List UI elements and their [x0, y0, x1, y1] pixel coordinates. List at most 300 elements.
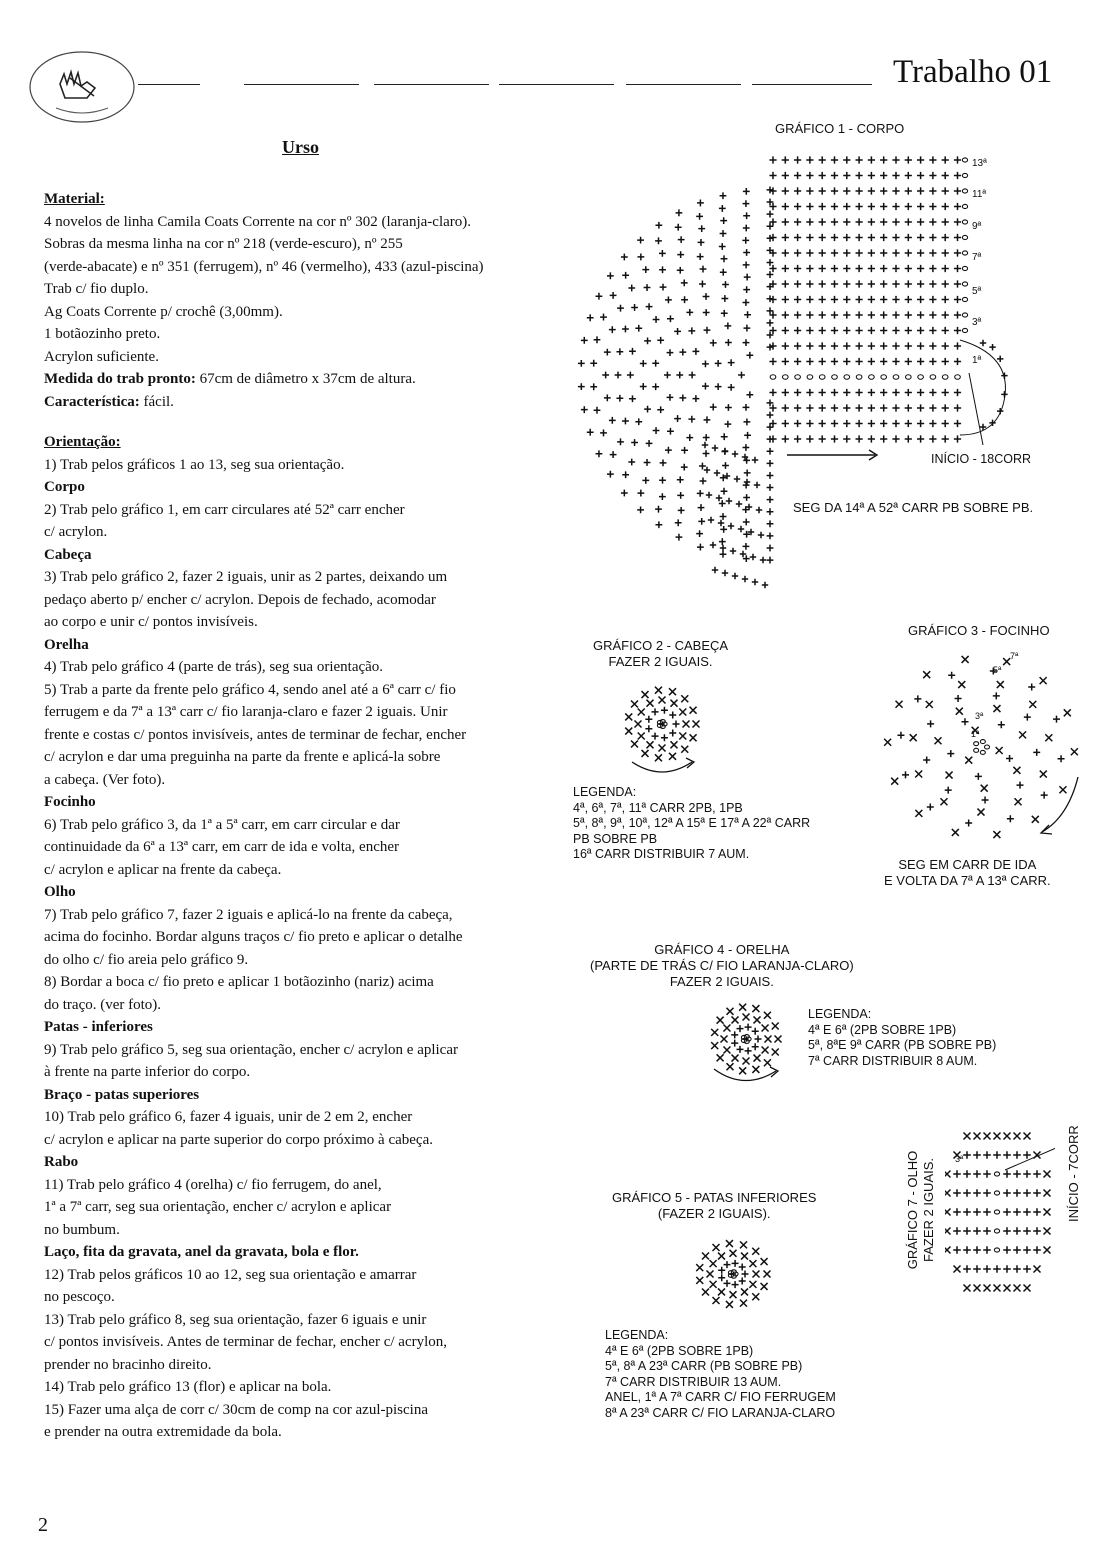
- stitch-mark: [610, 451, 617, 458]
- stitch-mark: [983, 1246, 991, 1254]
- stitch-mark: [710, 340, 717, 347]
- material-line: (verde-abacate) e nº 351 (ferrugem), nº 46 (vermelho), 433 (azul-piscina): [44, 258, 484, 275]
- stitch-mark: [740, 1241, 747, 1248]
- stitch-mark: [1013, 1170, 1021, 1178]
- stitch-mark: [975, 773, 982, 780]
- stitch-mark: [942, 265, 949, 272]
- stitch-mark: [590, 360, 597, 367]
- stitch-mark: [713, 1244, 720, 1251]
- stitch-mark: [743, 543, 750, 550]
- stitch-mark: [942, 404, 949, 411]
- stitch-mark: [954, 172, 961, 179]
- stitch-mark: [843, 218, 850, 225]
- stitch-mark: [607, 272, 614, 279]
- stitch-mark: [942, 156, 949, 163]
- stitch-mark: [669, 712, 676, 719]
- stitch-mark: [819, 156, 826, 163]
- stitch-mark: [707, 1271, 714, 1278]
- stitch-mark: [679, 709, 686, 716]
- stitch-mark: [746, 391, 753, 398]
- start-curl: [960, 340, 1005, 435]
- stitch-mark: [868, 203, 875, 210]
- chain-mark: [962, 220, 967, 224]
- legend-line: LEGENDA:: [808, 1007, 872, 1021]
- stitch-mark: [715, 360, 722, 367]
- stitch-mark: [764, 1059, 771, 1066]
- stitch-mark: [750, 554, 756, 560]
- stitch-mark: [627, 372, 634, 379]
- stitch-mark: [587, 314, 594, 321]
- stitch-mark: [637, 237, 644, 244]
- stitch-mark: [720, 269, 727, 276]
- stitch-mark: [743, 1014, 750, 1021]
- stitch-mark: [674, 328, 681, 335]
- instruction-line: ao corpo e unir c/ pontos invisíveis.: [44, 614, 258, 630]
- stitch-mark: [745, 1024, 752, 1031]
- stitch-mark: [794, 327, 801, 334]
- chain-mark: [980, 740, 985, 744]
- stitch-mark: [942, 311, 949, 318]
- stitch-mark: [806, 172, 813, 179]
- stitch-mark: [677, 492, 684, 499]
- stitch-mark: [1033, 749, 1040, 756]
- stitch-mark: [660, 284, 667, 291]
- stitch-mark: [752, 1043, 759, 1050]
- stitch-mark: [843, 280, 850, 287]
- stitch-mark: [819, 265, 826, 272]
- stitch-mark: [819, 435, 826, 442]
- stitch-mark: [782, 420, 789, 427]
- chain-mark: [962, 173, 967, 177]
- stitch-mark: [942, 296, 949, 303]
- chain-mark: [819, 375, 825, 379]
- stitch-mark: [880, 156, 887, 163]
- header-rule: [752, 84, 872, 85]
- stitch-mark: [744, 325, 751, 332]
- stitch-mark: [752, 1248, 759, 1255]
- stitch-mark: [905, 265, 912, 272]
- material-line: 4 novelos de linha Camila Coats Corrente na cor nº 302 (laranja-claro).: [44, 213, 472, 230]
- chain-mark: [994, 1172, 999, 1176]
- stitch-mark: [1033, 1246, 1041, 1254]
- stitch-mark: [696, 530, 703, 537]
- stitch-mark: [1023, 1151, 1031, 1159]
- stitch-mark: [856, 389, 863, 396]
- stitch-mark: [652, 383, 659, 390]
- stitch-mark: [896, 701, 903, 708]
- stitch-mark: [782, 435, 789, 442]
- stitch-mark: [963, 1208, 971, 1216]
- stitch-mark: [984, 1133, 991, 1140]
- stitch-mark: [696, 1264, 703, 1271]
- stitch-mark: [761, 1258, 768, 1265]
- stitch-mark: [734, 476, 740, 482]
- stitch-mark: [953, 1189, 961, 1197]
- chain-mark: [962, 297, 967, 301]
- stitch-mark: [738, 526, 744, 532]
- instruction-line: prender no bracinho direito.: [44, 1356, 212, 1373]
- stitch-mark: [743, 299, 750, 306]
- stitch-mark: [767, 484, 774, 491]
- chain-mark: [930, 375, 936, 379]
- stitch-mark: [675, 224, 682, 231]
- stitch-mark: [730, 548, 736, 554]
- stitch-mark: [782, 187, 789, 194]
- instruction-line: 2) Trab pelo gráfico 1, em carr circulares até 52ª carr encher: [44, 501, 405, 518]
- chain-mark: [942, 375, 948, 379]
- stitch-mark: [755, 1036, 762, 1043]
- stitch-mark: [718, 520, 724, 526]
- stitch-mark: [703, 434, 710, 441]
- chain-mark: [994, 1248, 999, 1252]
- stitch-mark: [782, 327, 789, 334]
- stitch-mark: [1033, 1208, 1041, 1216]
- stitch-mark: [806, 311, 813, 318]
- stitch-mark: [640, 360, 647, 367]
- stitch-mark: [741, 1253, 748, 1260]
- stitch-mark: [880, 296, 887, 303]
- section-heading: Olho: [44, 884, 76, 900]
- stitch-mark: [1003, 1170, 1011, 1178]
- section-heading: Braço - patas superiores: [44, 1086, 200, 1103]
- stitch-mark: [905, 389, 912, 396]
- stitch-mark: [631, 304, 638, 311]
- stitch-mark: [752, 1066, 759, 1073]
- chain-mark: [807, 375, 813, 379]
- stitch-mark: [905, 249, 912, 256]
- stitch-mark: [868, 172, 875, 179]
- instruction-line: c/ acrylon.: [44, 524, 108, 540]
- stitch-mark: [880, 234, 887, 241]
- stitch-mark: [929, 358, 936, 365]
- stitch-mark: [732, 1260, 739, 1267]
- stitch-mark: [831, 327, 838, 334]
- stitch-mark: [744, 470, 751, 477]
- stitch-mark: [693, 721, 700, 728]
- stitch-mark: [703, 293, 710, 300]
- stitch-mark: [665, 296, 672, 303]
- stitch-mark: [721, 310, 728, 317]
- stitch-mark: [628, 459, 635, 466]
- stitch-mark: [640, 383, 647, 390]
- stitch-mark: [794, 420, 801, 427]
- stitch-mark: [782, 358, 789, 365]
- stitch-mark: [655, 521, 662, 528]
- stitch-mark: [721, 255, 728, 262]
- stitch-mark: [954, 389, 961, 396]
- stitch-mark: [973, 1189, 981, 1197]
- stitch-mark: [880, 218, 887, 225]
- row-label: 9ª: [972, 221, 982, 232]
- chain-mark: [994, 1229, 999, 1233]
- article-title: Urso: [282, 137, 319, 157]
- stitch-mark: [929, 218, 936, 225]
- stitch-mark: [868, 156, 875, 163]
- chart2-diagram: [610, 672, 720, 787]
- stitch-mark: [954, 280, 961, 287]
- stitch-mark: [578, 383, 585, 390]
- stitch-mark: [1014, 1133, 1021, 1140]
- stitch-mark: [749, 1260, 756, 1267]
- stitch-mark: [1024, 1133, 1031, 1140]
- stitch-mark: [749, 1281, 756, 1288]
- stitch-mark: [679, 394, 686, 401]
- stitch-mark: [794, 203, 801, 210]
- stitch-mark: [902, 771, 909, 778]
- stitch-mark: [929, 156, 936, 163]
- stitch-mark: [806, 265, 813, 272]
- stitch-mark: [738, 372, 745, 379]
- stitch-mark: [917, 218, 924, 225]
- stitch-mark: [767, 545, 774, 552]
- instruction-line: do traço. (ver foto).: [44, 996, 162, 1013]
- stitch-mark: [752, 1293, 759, 1300]
- stitch-mark: [892, 420, 899, 427]
- instruction-line: pedaço aberto p/ encher c/ acrylon. Depois de fechado, acomodar: [44, 591, 436, 608]
- stitch-mark: [934, 737, 941, 744]
- stitch-mark: [868, 435, 875, 442]
- stitch-mark: [622, 326, 629, 333]
- stitch-mark: [675, 519, 682, 526]
- stitch-mark: [782, 311, 789, 318]
- stitch-mark: [905, 311, 912, 318]
- stitch-mark: [726, 1240, 733, 1247]
- stitch-mark: [720, 230, 727, 237]
- stitch-mark: [831, 265, 838, 272]
- stitch-mark: [806, 342, 813, 349]
- stitch-mark: [719, 243, 726, 250]
- stitch-mark: [880, 420, 887, 427]
- stitch-mark: [843, 311, 850, 318]
- stitch-mark: [732, 1016, 739, 1023]
- stitch-mark: [767, 557, 774, 564]
- section-heading: Patas - inferiores: [44, 1019, 153, 1035]
- stitch-mark: [856, 249, 863, 256]
- stitch-mark: [1023, 1265, 1031, 1273]
- stitch-mark: [629, 395, 636, 402]
- stitch-mark: [953, 1170, 961, 1178]
- chain-mark: [881, 375, 887, 379]
- stitch-mark: [782, 249, 789, 256]
- chart1-title: GRÁFICO 1 - CORPO: [775, 121, 905, 136]
- stitch-mark: [1013, 767, 1020, 774]
- stitch-mark: [892, 358, 899, 365]
- instruction-line: 6) Trab pelo gráfico 3, da 1ª a 5ª carr, em carr circular e dar: [44, 816, 400, 833]
- stitch-mark: [880, 327, 887, 334]
- stitch-mark: [929, 404, 936, 411]
- stitch-mark: [831, 389, 838, 396]
- stitch-mark: [661, 734, 668, 741]
- stitch-mark: [819, 327, 826, 334]
- stitch-mark: [945, 1209, 951, 1216]
- stitch-mark: [728, 384, 735, 391]
- stitch-mark: [819, 342, 826, 349]
- stitch-mark: [631, 701, 638, 708]
- stitch-mark: [604, 394, 611, 401]
- stitch-mark: [767, 320, 774, 327]
- stitch-mark: [725, 404, 732, 411]
- stitch-mark: [905, 187, 912, 194]
- stitch-mark: [681, 695, 688, 702]
- stitch-mark: [1044, 1247, 1051, 1254]
- stitch-mark: [628, 285, 635, 292]
- chain-mark: [795, 375, 801, 379]
- stitch-mark: [642, 691, 649, 698]
- stitch-mark: [1004, 1285, 1011, 1292]
- stitch-mark: [856, 203, 863, 210]
- stitch-mark: [702, 442, 708, 448]
- stitch-mark: [742, 237, 749, 244]
- stitch-mark: [819, 420, 826, 427]
- stitch-mark: [743, 200, 750, 207]
- stitch-mark: [743, 1058, 750, 1065]
- stitch-mark: [704, 327, 711, 334]
- stitch-mark: [794, 187, 801, 194]
- stitch-mark: [659, 477, 666, 484]
- header-rule: [244, 84, 359, 85]
- stitch-mark: [806, 187, 813, 194]
- stitch-mark: [644, 337, 651, 344]
- stitch-mark: [806, 296, 813, 303]
- stitch-mark: [892, 265, 899, 272]
- row-label: 11ª: [972, 189, 987, 200]
- section-heading: Orelha: [44, 636, 89, 653]
- stitch-mark: [723, 1047, 730, 1054]
- stitch-mark: [721, 488, 728, 495]
- legend-line: 4ª, 6ª, 7ª, 11ª CARR 2PB, 1PB: [573, 800, 743, 815]
- stitch-mark: [794, 249, 801, 256]
- stitch-mark: [984, 1285, 991, 1292]
- stitch-mark: [892, 327, 899, 334]
- stitch-mark: [769, 358, 776, 365]
- instruction-line: 8) Bordar a boca c/ fio preto e aplicar 1 botãozinho (nariz) acima: [44, 974, 434, 990]
- stitch-mark: [856, 327, 863, 334]
- stitch-mark: [905, 435, 912, 442]
- stitch-mark: [642, 477, 649, 484]
- stitch-mark: [952, 829, 959, 836]
- stitch-mark: [1028, 683, 1035, 690]
- stitch-mark: [942, 358, 949, 365]
- stitch-mark: [917, 280, 924, 287]
- stitch-mark: [667, 349, 674, 356]
- stitch-mark: [725, 339, 732, 346]
- stitch-mark: [616, 395, 623, 402]
- stitch-mark: [868, 234, 875, 241]
- stitch-mark: [954, 420, 961, 427]
- stitch-mark: [699, 281, 706, 288]
- stitch-mark: [806, 420, 813, 427]
- row-label: 7ª: [1010, 651, 1019, 661]
- stitch-mark: [637, 507, 644, 514]
- stitch-mark: [954, 296, 961, 303]
- stitch-mark: [994, 1285, 1001, 1292]
- stitch-mark: [782, 389, 789, 396]
- stitch-mark: [868, 311, 875, 318]
- stitch-mark: [973, 1227, 981, 1235]
- legend-line: ANEL, 1ª A 7ª CARR C/ FIO FERRUGEM: [605, 1390, 836, 1404]
- stitch-mark: [677, 267, 684, 274]
- stitch-mark: [917, 203, 924, 210]
- stitch-mark: [892, 156, 899, 163]
- stitch-mark: [892, 172, 899, 179]
- stitch-mark: [843, 172, 850, 179]
- stitch-mark: [739, 1264, 746, 1271]
- stitch-mark: [752, 1028, 759, 1035]
- stitch-mark: [996, 747, 1003, 754]
- chart3-diagram: [873, 647, 1093, 847]
- stitch-mark: [892, 249, 899, 256]
- stitch-mark: [997, 408, 1003, 414]
- stitch-mark: [724, 421, 731, 428]
- stitch-mark: [794, 389, 801, 396]
- material-line: 1 botãozinho preto.: [44, 326, 161, 342]
- stitch-mark: [892, 203, 899, 210]
- stitch-mark: [616, 348, 623, 355]
- stitch-mark: [596, 293, 603, 300]
- stitch-mark: [679, 733, 686, 740]
- stitch-mark: [715, 383, 722, 390]
- stitch-mark: [806, 203, 813, 210]
- stitch-mark: [642, 266, 649, 273]
- stitch-mark: [982, 797, 989, 804]
- stitch-mark: [964, 1133, 971, 1140]
- stitch-mark: [690, 707, 697, 714]
- stitch-mark: [642, 750, 649, 757]
- chart7-diagram: [945, 1122, 1055, 1302]
- section-heading: Rabo: [44, 1154, 79, 1170]
- stitch-mark: [743, 249, 750, 256]
- stitch-mark: [743, 339, 750, 346]
- stitch-mark: [1001, 391, 1007, 397]
- stitch-mark: [728, 523, 734, 529]
- stitch-mark: [806, 435, 813, 442]
- stitch-mark: [942, 203, 949, 210]
- stitch-mark: [756, 507, 762, 513]
- stitch-mark: [1001, 372, 1007, 378]
- stitch-mark: [723, 1025, 730, 1032]
- stitch-mark: [819, 296, 826, 303]
- stitch-mark: [915, 771, 922, 778]
- stitch-mark: [843, 389, 850, 396]
- stitch-mark: [953, 1246, 961, 1254]
- stitch-mark: [1033, 1189, 1041, 1197]
- stitch-mark: [602, 372, 609, 379]
- stitch-mark: [1023, 1170, 1031, 1178]
- stitch-mark: [697, 253, 704, 260]
- stitch-mark: [765, 1036, 772, 1043]
- stitch-mark: [767, 460, 774, 467]
- instructions-column: [44, 188, 584, 1444]
- stitch-mark: [698, 225, 705, 232]
- stitch-mark: [635, 325, 642, 332]
- chain-mark: [844, 375, 850, 379]
- stitch-mark: [923, 757, 930, 764]
- stitch-mark: [794, 296, 801, 303]
- stitch-mark: [962, 656, 969, 663]
- chain-mark: [994, 1191, 999, 1195]
- stitch-mark: [752, 579, 758, 585]
- stitch-mark: [719, 538, 726, 545]
- chart3-note: SEG EM CARR DE IDA E VOLTA DA 7ª A 13ª CARR.: [884, 857, 1051, 888]
- stitch-mark: [843, 435, 850, 442]
- stitch-mark: [646, 440, 653, 447]
- stitch-mark: [702, 383, 709, 390]
- stitch-mark: [880, 280, 887, 287]
- stitch-mark: [926, 701, 933, 708]
- stitch-mark: [699, 463, 706, 470]
- instruction-line: c/ acrylon e aplicar na frente da cabeça.: [44, 861, 282, 878]
- stitch-mark: [769, 156, 776, 163]
